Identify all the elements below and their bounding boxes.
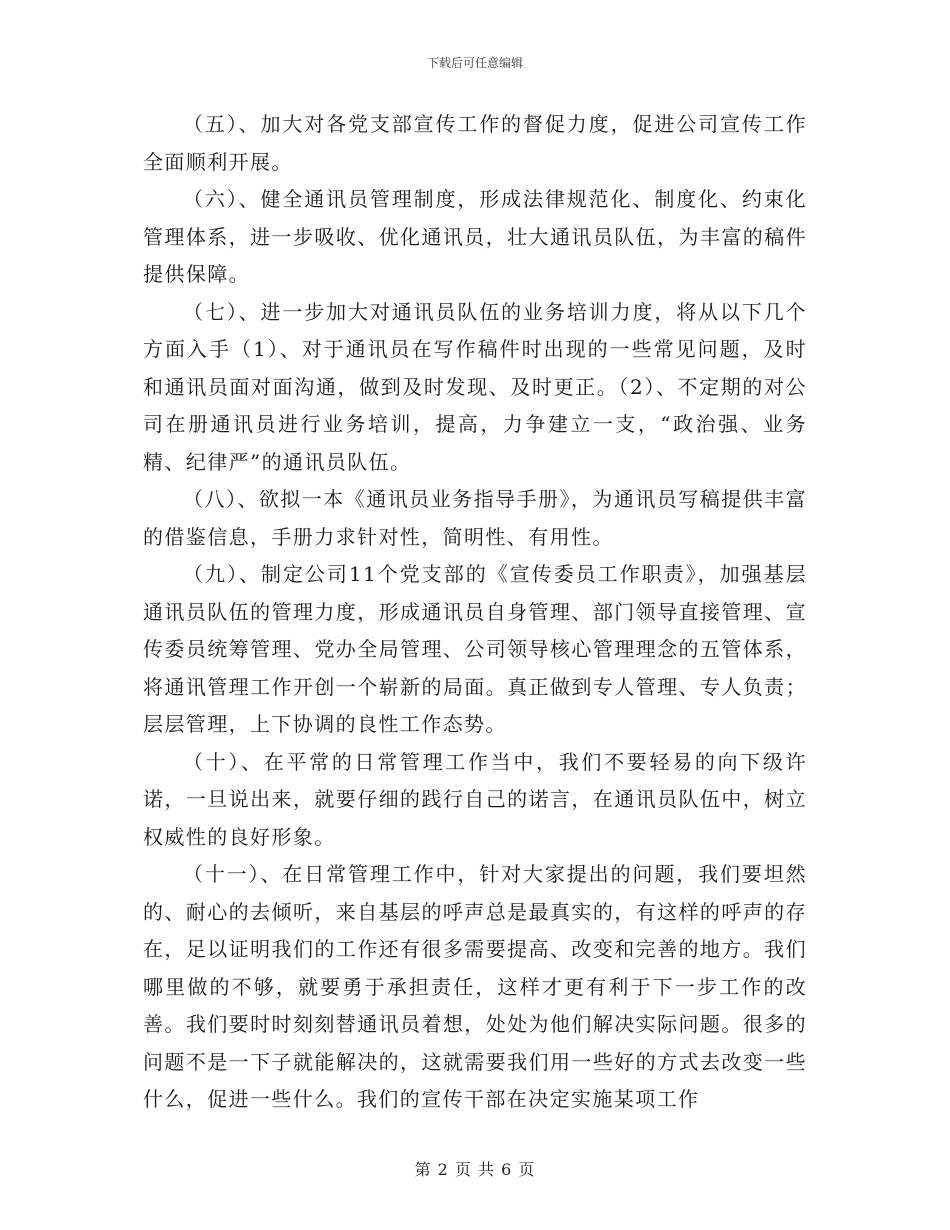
page-number-footer: 第 2 页 共 6 页 [414, 1160, 536, 1179]
paragraph-five: （五）、加大对各党支部宣传工作的督促力度，促进公司宣传工作全面顺利开展。 [143, 112, 807, 174]
paragraph-eleven: （十一）、在日常管理工作中，针对大家提出的问题，我们要坦然的、耐心的去倾听，来自基层的呼声总是最真实的，有这样的呼声的存在，足以证明我们的工作还有很多需要提高、改变和完善的地方。我们哪里做的不够，就要勇于承担责任，这样才更有利于下一步工作的改善。我们要时时刻刻替通讯员着想，处处为他们解决实际问题。很多的问题不是一下子就能解决的，这就需要我们用一些好的方式去改变一些什么，促进一些什么。我们的宣传干部在决定实施某项工作 [143, 862, 807, 1111]
paragraph-seven: （七）、进一步加大对通讯员队伍的业务培训力度，将从以下几个方面入手（1）、对于通讯员在写作稿件时出现的一些常见问题，及时和通讯员面对面沟通，做到及时发现、及时更正。（2）、不定期的对公司在册通讯员进行业务培训，提高，力争建立一支，“政治强、业务精、纪律严”的通讯员队伍。 [143, 299, 807, 474]
page-header: 下载后可任意编辑 [426, 56, 523, 70]
paragraph-ten: （十）、在平常的日常管理工作当中，我们不要轻易的向下级许诺，一旦说出来，就要仔细的践行自己的诺言，在通讯员队伍中，树立权威性的良好形象。 [143, 749, 807, 849]
paragraph-eight: （八）、欲拟一本《通讯员业务指导手册》，为通讯员写稿提供丰富的借鉴信息，手册力求针对性，简明性、有用性。 [143, 487, 807, 549]
document-body [143, 106, 807, 1119]
paragraph-six: （六）、健全通讯员管理制度，形成法律规范化、制度化、约束化管理体系，进一步吸收、优化通讯员，壮大通讯员队伍，为丰富的稿件提供保障。 [143, 187, 807, 286]
paragraph-nine: （九）、制定公司11个党支部的《宣传委员工作职责》，加强基层通讯员队伍的管理力度，形成通讯员自身管理、部门领导直接管理、宣传委员统筹管理、党办全局管理、公司领导核心管理理念的五管体系，将通讯管理工作开创一个崭新的局面。真正做到专人管理、专人负责；层层管理，上下协调的良性工作态势。 [143, 562, 807, 736]
